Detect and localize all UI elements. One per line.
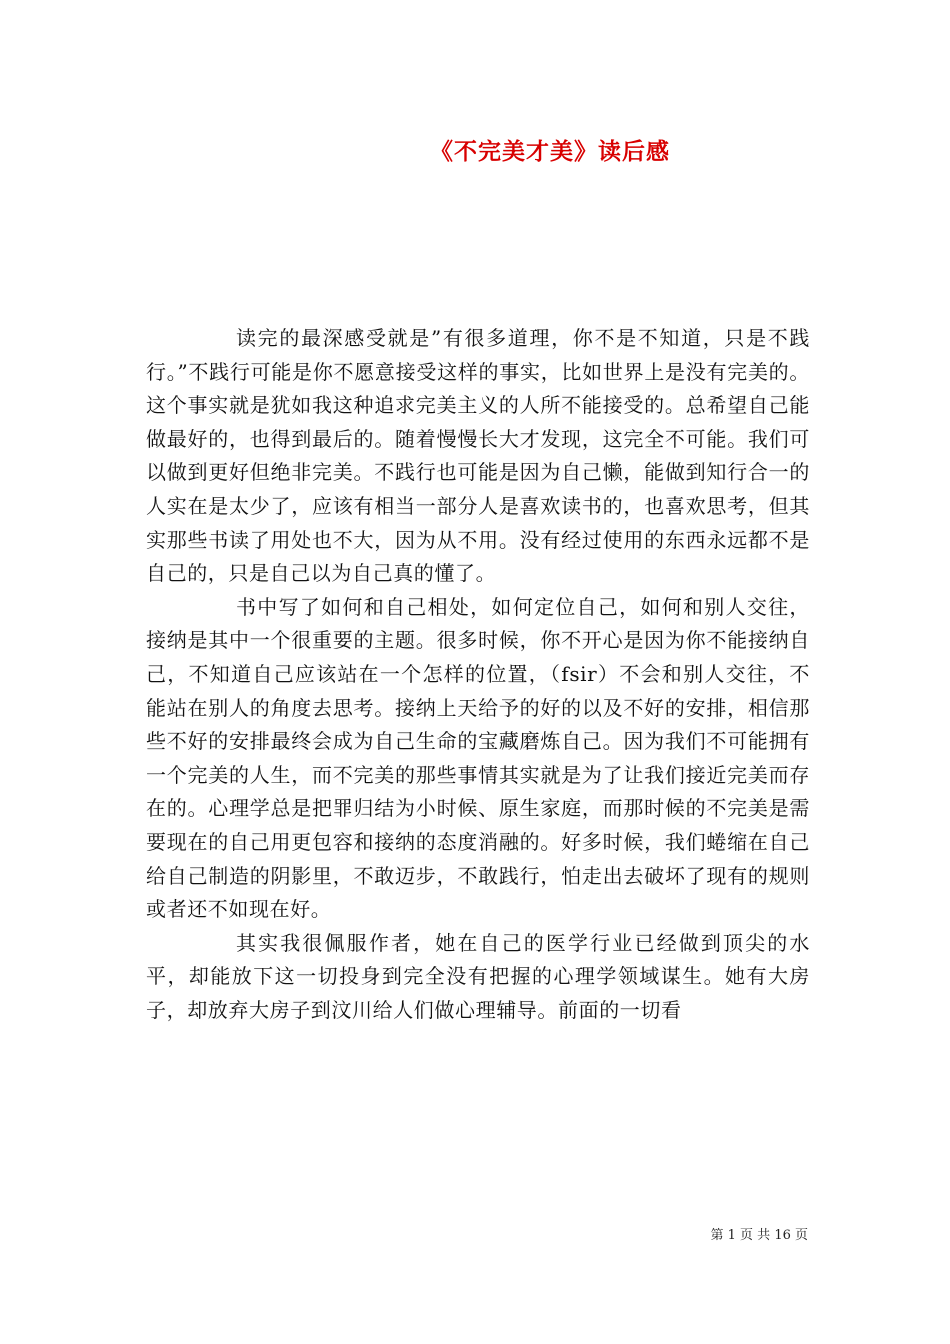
paragraph-2: 书中写了如何和自己相处，如何定位自己，如何和别人交往，接纳是其中一个很重要的主题。很多时候，你不开心是因为你不能接纳自己，不知道自己应该站在一个怎样的位置，（fsir）不会和别人交往，不能站在别人的角度去思考。接纳上天给予的好的以及不好的安排，相信那些不好的安排最终会成为自己生命的宝藏磨炼自己。因为我们不可能拥有一个完美的人生，而不完美的那些事情其实就是为了让我们接近完美而存在的。心理学总是把罪归结为小时候、原生家庭，而那时候的不完美是需要现在的自己用更包容和接纳的态度消融的。好多时候，我们蜷缩在自己给自己制造的阴影里，不敢迈步，不敢践行，怕走出去破坏了现有的规则或者还不如现在好。 (146, 594, 810, 922)
document-title: 《不完美才美》读后感 (430, 138, 670, 165)
paragraph-1: 读完的最深感受就是”有很多道理，你不是不知道，只是不践行。”不践行可能是你不愿意接受这样的事实，比如世界上是没有完美的。这个事实就是犹如我这种追求完美主义的人所不能接受的。总希望自己能做最好的，也得到最后的。随着慢慢长大才发现，这完全不可能。我们可以做到更好但绝非完美。不践行也可能是因为自己懒，能做到知行合一的人实在是太少了，应该有相当一部分人是喜欢读书的，也喜欢思考，但其实那些书读了用处也不大，因为从不用。没有经过使用的东西永远都不是自己的，只是自己以为自己真的懂了。 (146, 326, 810, 586)
document-body (146, 322, 810, 1027)
page-number-footer: 第 1 页 共 16 页 (710, 1228, 808, 1243)
paragraph-3: 其实我很佩服作者，她在自己的医学行业已经做到顶尖的水平，却能放下这一切投身到完全没有把握的心理学领域谋生。她有大房子，却放弃大房子到汶川给人们做心理辅导。前面的一切看 (146, 930, 810, 1022)
